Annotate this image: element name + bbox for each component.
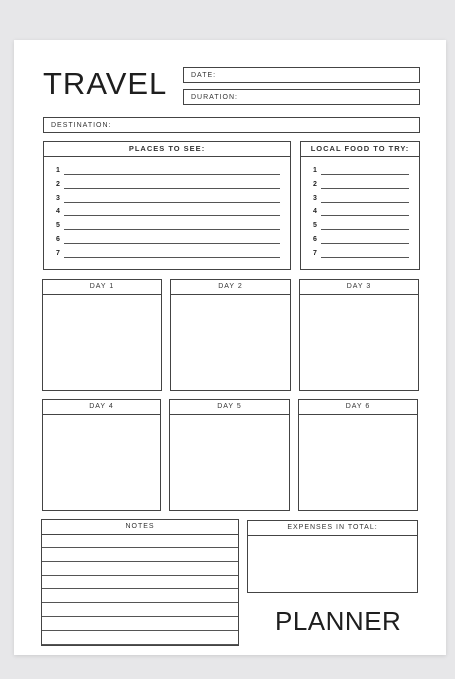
- food-item[interactable]: [313, 180, 409, 192]
- food-heading: LOCAL FOOD TO TRY:: [301, 142, 419, 157]
- food-item-number: 2: [313, 180, 317, 188]
- day-4-heading: DAY 4: [43, 400, 160, 415]
- places-item-number: 1: [56, 167, 60, 174]
- places-item-line: [64, 188, 280, 189]
- places-item-line: [64, 257, 280, 258]
- places-item-number: 6: [56, 236, 60, 243]
- notes-line: [42, 616, 238, 617]
- food-item-line: [321, 174, 409, 175]
- day-6-heading: DAY 6: [299, 400, 417, 415]
- footer-title: PLANNER: [275, 606, 402, 636]
- places-item[interactable]: [56, 249, 280, 261]
- food-item-line: [321, 243, 409, 244]
- places-item-number: 7: [56, 249, 60, 257]
- day-6-box[interactable]: [298, 399, 418, 511]
- places-item-line: [64, 202, 280, 203]
- notes-line: [42, 588, 238, 589]
- places-item-number: 2: [56, 180, 60, 188]
- expenses-box[interactable]: [247, 520, 418, 593]
- places-to-see-box: [43, 141, 291, 270]
- places-item-line: [64, 229, 280, 230]
- food-item-number: 7: [313, 249, 317, 257]
- notes-line: [42, 602, 238, 603]
- food-item[interactable]: [313, 207, 409, 219]
- date-label: DATE:: [191, 72, 217, 79]
- places-item-line: [64, 243, 280, 244]
- places-item-number: 3: [56, 194, 60, 202]
- day-1-heading: DAY 1: [43, 280, 161, 295]
- notes-box[interactable]: [41, 519, 239, 646]
- food-item-number: 5: [313, 222, 317, 230]
- food-item-number: 4: [313, 208, 317, 216]
- duration-label: DURATION:: [191, 94, 238, 101]
- food-item-number: 3: [313, 194, 317, 202]
- day-4-box[interactable]: [42, 399, 161, 511]
- expenses-heading: EXPENSES IN TOTAL:: [248, 521, 417, 536]
- food-item-line: [321, 202, 409, 203]
- date-field[interactable]: [183, 67, 420, 83]
- food-item-number: 6: [313, 236, 317, 243]
- places-item[interactable]: [56, 221, 280, 233]
- duration-field[interactable]: [183, 89, 420, 105]
- food-item[interactable]: [313, 194, 409, 206]
- destination-field[interactable]: [43, 117, 420, 133]
- places-item-number: 5: [56, 222, 60, 230]
- food-item-line: [321, 215, 409, 216]
- food-item-line: [321, 188, 409, 189]
- food-item-line: [321, 229, 409, 230]
- day-2-heading: DAY 2: [171, 280, 290, 295]
- day-3-heading: DAY 3: [300, 280, 418, 295]
- notes-heading: NOTES: [42, 520, 238, 535]
- food-item[interactable]: [313, 235, 409, 247]
- notes-line: [42, 644, 238, 645]
- places-item-number: 4: [56, 208, 60, 216]
- day-2-box[interactable]: [170, 279, 291, 391]
- places-heading: PLACES TO SEE:: [44, 142, 290, 157]
- local-food-box: [300, 141, 420, 270]
- day-1-box[interactable]: [42, 279, 162, 391]
- places-item-line: [64, 215, 280, 216]
- day-3-box[interactable]: [299, 279, 419, 391]
- food-item-number: 1: [313, 167, 317, 174]
- notes-line: [42, 630, 238, 631]
- places-item[interactable]: [56, 207, 280, 219]
- notes-line: [42, 547, 238, 548]
- page-title: TRAVEL: [43, 66, 168, 101]
- places-item[interactable]: [56, 166, 280, 178]
- day-5-heading: DAY 5: [170, 400, 289, 415]
- notes-line: [42, 561, 238, 562]
- destination-label: DESTINATION:: [51, 122, 112, 129]
- places-item[interactable]: [56, 180, 280, 192]
- day-5-box[interactable]: [169, 399, 290, 511]
- food-item[interactable]: [313, 166, 409, 178]
- places-item-line: [64, 174, 280, 175]
- notes-line: [42, 575, 238, 576]
- food-item[interactable]: [313, 249, 409, 261]
- food-item-line: [321, 257, 409, 258]
- food-item[interactable]: [313, 221, 409, 233]
- places-item[interactable]: [56, 235, 280, 247]
- places-item[interactable]: [56, 194, 280, 206]
